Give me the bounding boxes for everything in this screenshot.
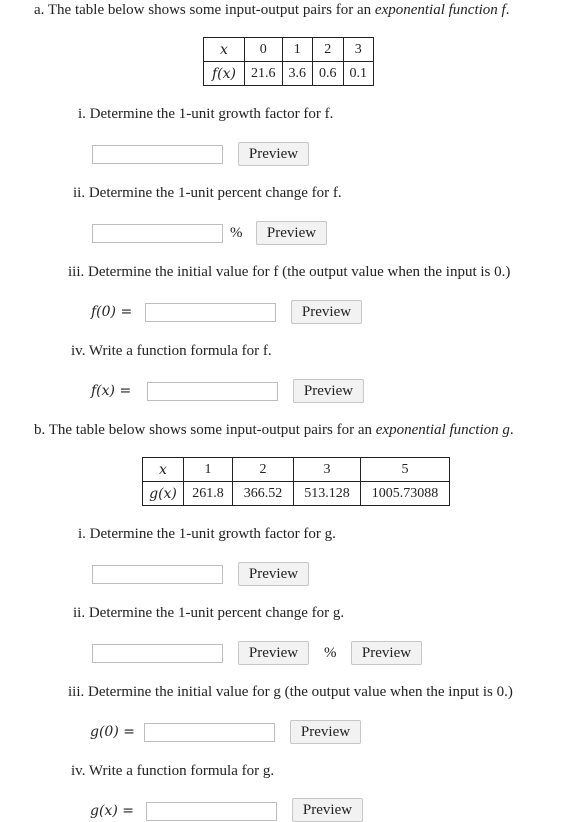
- part-a-intro: a. The table below shows some input-output pairs for an exponential function f.: [34, 2, 510, 18]
- preview-button[interactable]: Preview: [238, 562, 309, 586]
- preview-button[interactable]: Preview: [292, 798, 363, 822]
- answer-a-iv-input[interactable]: [147, 382, 278, 401]
- question-a-iv: iv. Write a function formula for f.: [71, 343, 272, 359]
- percent-sign: %: [324, 645, 337, 661]
- table-cell: 1: [282, 38, 313, 62]
- answer-b-ii-input[interactable]: [92, 644, 223, 663]
- label-f0: f(0) =: [91, 304, 133, 320]
- label-g0: g(0) =: [90, 724, 135, 740]
- preview-button[interactable]: Preview: [238, 142, 309, 166]
- table-cell: 2: [313, 38, 344, 62]
- table-row: [204, 62, 374, 86]
- table-cell: 1: [184, 458, 233, 482]
- table-cell: 0.1: [343, 62, 374, 86]
- table-header-x: x: [204, 38, 245, 62]
- question-b-i: i. Determine the 1-unit growth factor for g.: [78, 526, 336, 542]
- part-b-intro: b. The table below shows some input-output pairs for an exponential function g.: [34, 422, 514, 438]
- table-cell: 3.6: [282, 62, 313, 86]
- table-cell: 366.52: [233, 482, 294, 506]
- table-header-x: x: [143, 458, 184, 482]
- table-row: [143, 482, 450, 506]
- table-cell: 513.128: [294, 482, 361, 506]
- table-header-gx: g(x): [143, 482, 184, 506]
- preview-button[interactable]: Preview: [293, 379, 364, 403]
- table-g: [142, 457, 450, 506]
- table-cell: 1005.73088: [361, 482, 450, 506]
- answer-b-i-input[interactable]: [92, 565, 223, 584]
- preview-button[interactable]: Preview: [291, 300, 362, 324]
- answer-a-iii-input[interactable]: [145, 303, 276, 322]
- question-a-ii: ii. Determine the 1-unit percent change for f.: [73, 185, 342, 201]
- answer-a-i-input[interactable]: [92, 145, 223, 164]
- table-cell: 2: [233, 458, 294, 482]
- question-b-iv: iv. Write a function formula for g.: [71, 763, 275, 779]
- table-cell: 0: [245, 38, 283, 62]
- table-row: [143, 458, 450, 482]
- answer-b-iv-input[interactable]: [146, 802, 277, 821]
- answer-b-iii-input[interactable]: [144, 723, 275, 742]
- preview-button[interactable]: Preview: [238, 641, 309, 665]
- question-a-iii: iii. Determine the initial value for f (the output value when the input is 0.): [68, 264, 511, 280]
- answer-a-ii-input[interactable]: [92, 224, 223, 243]
- table-cell: 0.6: [313, 62, 344, 86]
- table-cell: 21.6: [245, 62, 283, 86]
- preview-button[interactable]: Preview: [351, 641, 422, 665]
- table-cell: 5: [361, 458, 450, 482]
- table-row: [204, 38, 374, 62]
- percent-sign: %: [230, 225, 243, 241]
- preview-button[interactable]: Preview: [290, 720, 361, 744]
- table-cell: 3: [343, 38, 374, 62]
- table-header-fx: f(x): [204, 62, 245, 86]
- table-cell: 3: [294, 458, 361, 482]
- question-a-i: i. Determine the 1-unit growth factor for f.: [78, 106, 334, 122]
- question-b-iii: iii. Determine the initial value for g (the output value when the input is 0.): [68, 684, 513, 700]
- label-fx: f(x) =: [91, 383, 132, 399]
- table-cell: 261.8: [184, 482, 233, 506]
- table-f: [203, 37, 374, 86]
- question-b-ii: ii. Determine the 1-unit percent change for g.: [73, 605, 345, 621]
- label-gx: g(x) =: [90, 803, 134, 819]
- preview-button[interactable]: Preview: [256, 221, 327, 245]
